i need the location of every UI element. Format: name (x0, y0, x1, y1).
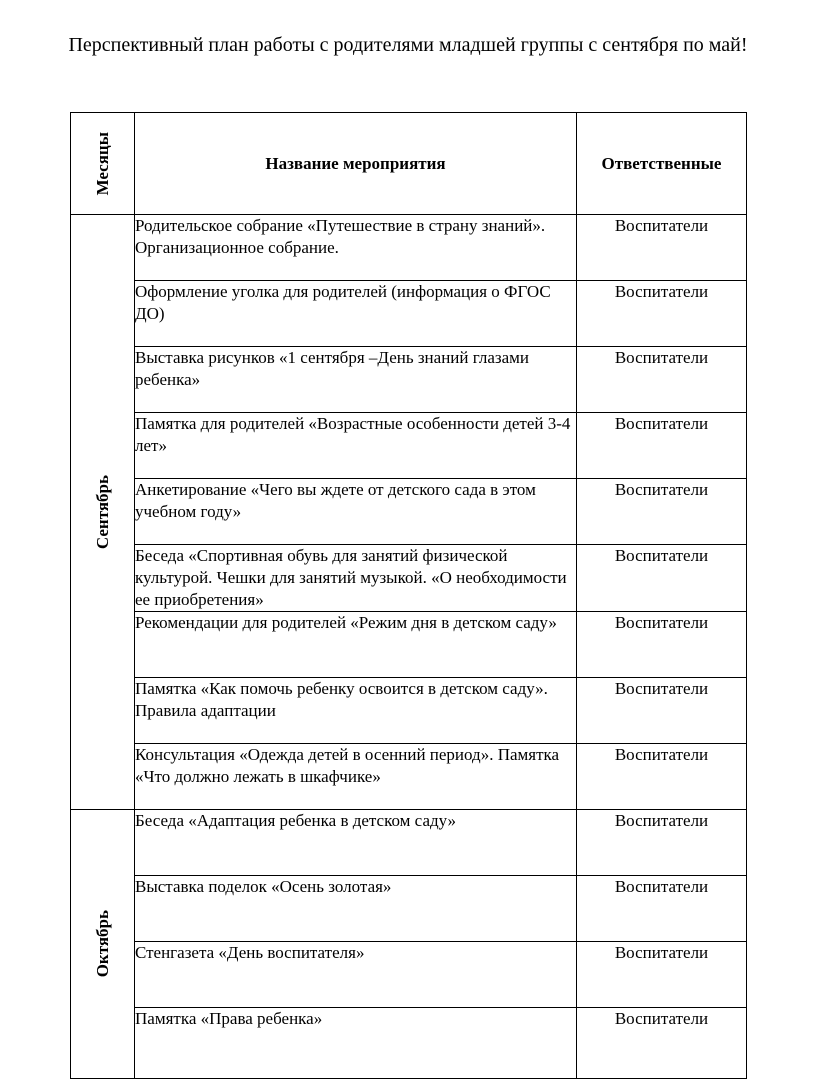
responsible-cell: Воспитатели (577, 942, 747, 1008)
event-cell: Памятка «Права ребенка» (135, 1008, 577, 1079)
table-row (71, 215, 747, 281)
event-cell: Беседа «Адаптация ребенка в детском саду» (135, 810, 577, 876)
header-event: Название мероприятия (135, 113, 577, 215)
event-cell: Рекомендации для родителей «Режим дня в детском саду» (135, 612, 577, 678)
table-row (71, 413, 747, 479)
table-row (71, 479, 747, 545)
header-month: Месяцы (71, 113, 135, 215)
event-cell: Оформление уголка для родителей (информация о ФГОС ДО) (135, 281, 577, 347)
table-row (71, 810, 747, 876)
responsible-cell: Воспитатели (577, 545, 747, 612)
event-cell: Памятка «Как помочь ребенку освоится в детском саду». Правила адаптации (135, 678, 577, 744)
responsible-cell: Воспитатели (577, 876, 747, 942)
event-cell: Выставка рисунков «1 сентября –День знаний глазами ребенка» (135, 347, 577, 413)
event-cell: Памятка для родителей «Возрастные особенности детей 3-4 лет» (135, 413, 577, 479)
event-cell: Беседа «Спортивная обувь для занятий физической культурой. Чешки для занятий музыкой. «О необходимости ее приобретения» (135, 545, 577, 612)
table-row (71, 744, 747, 810)
plan-table (70, 112, 747, 1079)
table-row (71, 545, 747, 612)
responsible-cell: Воспитатели (577, 281, 747, 347)
table-row (71, 678, 747, 744)
event-cell: Анкетирование «Чего вы ждете от детского сада в этом учебном году» (135, 479, 577, 545)
month-cell-october: Октябрь (71, 810, 135, 1079)
responsible-cell: Воспитатели (577, 1008, 747, 1079)
event-cell: Стенгазета «День воспитателя» (135, 942, 577, 1008)
responsible-cell: Воспитатели (577, 347, 747, 413)
table-row (71, 281, 747, 347)
month-cell-september: Сентябрь (71, 215, 135, 810)
responsible-cell: Воспитатели (577, 413, 747, 479)
event-cell: Консультация «Одежда детей в осенний период». Памятка «Что должно лежать в шкафчике» (135, 744, 577, 810)
responsible-cell: Воспитатели (577, 215, 747, 281)
responsible-cell: Воспитатели (577, 744, 747, 810)
responsible-cell: Воспитатели (577, 810, 747, 876)
responsible-cell: Воспитатели (577, 479, 747, 545)
event-cell: Выставка поделок «Осень золотая» (135, 876, 577, 942)
table-row (71, 942, 747, 1008)
table-row (71, 876, 747, 942)
header-responsible: Ответственные (577, 113, 747, 215)
table-row (71, 1008, 747, 1079)
page-title: Перспективный план работы с родителями младшей группы с сентября по май! (68, 34, 748, 56)
responsible-cell: Воспитатели (577, 612, 747, 678)
table-row (71, 347, 747, 413)
event-cell: Родительское собрание «Путешествие в страну знаний». Организационное собрание. (135, 215, 577, 281)
header-row (71, 113, 747, 215)
table-row (71, 612, 747, 678)
responsible-cell: Воспитатели (577, 678, 747, 744)
